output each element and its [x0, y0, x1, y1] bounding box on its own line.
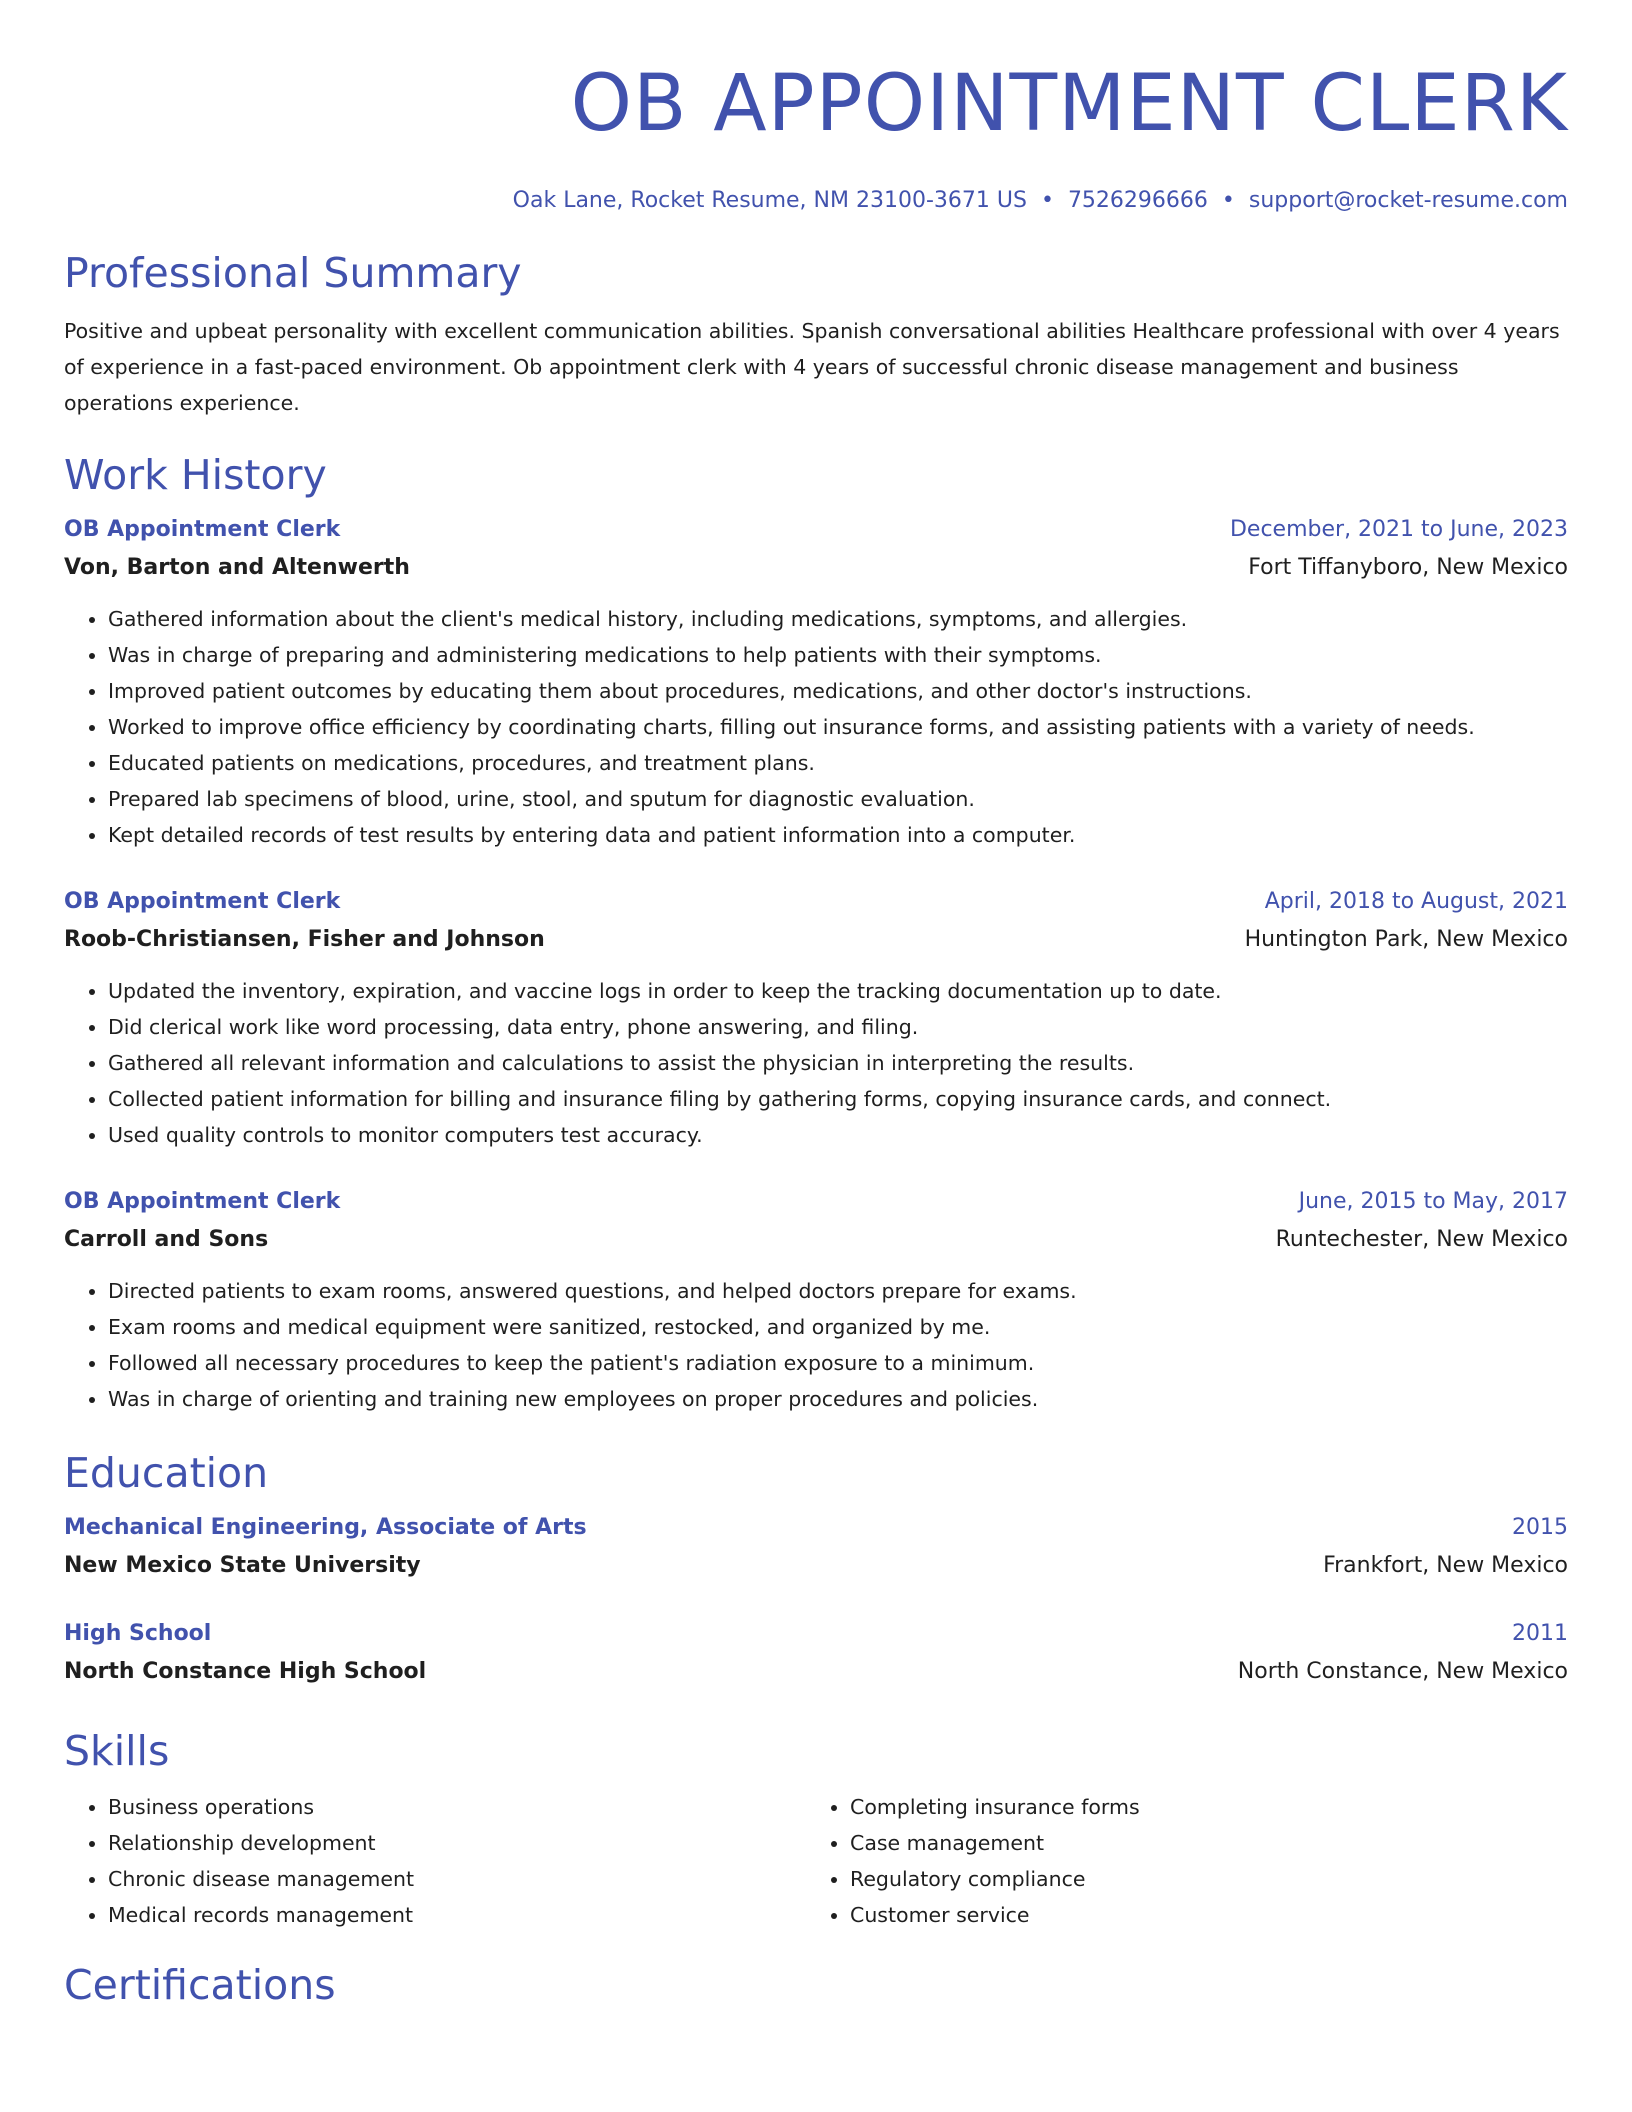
company-name: Carroll and Sons	[64, 1227, 269, 1252]
job-location: Runtechester, New Mexico	[1275, 1227, 1568, 1252]
skill-item: • Relationship development	[108, 1825, 806, 1861]
section-heading-work: Work History	[64, 451, 327, 499]
job-location: Huntington Park, New Mexico	[1244, 927, 1568, 952]
skill-item: • Medical records management	[108, 1897, 806, 1933]
job-entry	[64, 883, 1568, 1153]
skills-column-left	[64, 1789, 806, 1933]
skill-item: • Business operations	[108, 1789, 806, 1825]
skill-item: • Case management	[850, 1825, 1548, 1861]
graduation-year: 2011	[1512, 1621, 1568, 1646]
bullet-item: • Did clerical work like word processing, data entry, phone answering, and filing.	[108, 1009, 1568, 1045]
job-title: OB Appointment Clerk	[64, 517, 341, 542]
bullet-item: • Worked to improve office efficiency by coordinating charts, filling out insurance forms, and assisting patients with a variety of needs.	[108, 709, 1568, 745]
bullet-item: • Kept detailed records of test results by entering data and patient information into a computer.	[108, 817, 1568, 853]
skill-item: • Regulatory compliance	[850, 1861, 1548, 1897]
school-location: North Constance, New Mexico	[1237, 1659, 1568, 1684]
education-entry	[64, 1615, 1568, 1691]
bullet-item: • Was in charge of preparing and administering medications to help patients with their symptoms.	[108, 637, 1568, 673]
bullet-item: • Collected patient information for billing and insurance filing by gathering forms, copying insurance cards, and connect.	[108, 1081, 1568, 1117]
school-name: North Constance High School	[64, 1659, 427, 1684]
skills-list	[64, 1789, 1568, 1933]
job-entry	[64, 511, 1568, 853]
bullet-item: • Exam rooms and medical equipment were sanitized, restocked, and organized by me.	[108, 1309, 1568, 1345]
bullet-item: • Followed all necessary procedures to keep the patient's radiation exposure to a minimum.	[108, 1345, 1568, 1381]
job-entry	[64, 1183, 1568, 1417]
skills-section	[64, 1725, 1568, 1933]
candidate-title: OB APPOINTMENT CLERK	[570, 59, 1568, 149]
school-name: New Mexico State University	[64, 1553, 421, 1578]
job-dates: December, 2021 to June, 2023	[1229, 517, 1568, 542]
job-bullets	[64, 601, 1568, 853]
certifications-section	[64, 1959, 1568, 2011]
summary-section	[64, 247, 1568, 421]
skill-item: • Completing insurance forms	[850, 1789, 1548, 1825]
bullet-item: • Gathered all relevant information and calculations to assist the physician in interpreting the results.	[108, 1045, 1568, 1081]
skill-item: • Chronic disease management	[108, 1861, 806, 1897]
email-link[interactable]: support@rocket-resume.com	[1248, 188, 1568, 213]
bullet-item: • Used quality controls to monitor computers test accuracy.	[108, 1117, 1568, 1153]
phone: 7526296666	[1067, 188, 1208, 213]
education-section	[64, 1447, 1568, 1691]
bullet-item: • Improved patient outcomes by educating them about procedures, medications, and other doctor's instructions.	[108, 673, 1568, 709]
section-heading-certifications: Certifications	[64, 1961, 336, 2009]
separator-dot: •	[1221, 188, 1235, 213]
company-name: Roob-Christiansen, Fisher and Johnson	[64, 927, 545, 952]
bullet-item: • Directed patients to exam rooms, answered questions, and helped doctors prepare for exams.	[108, 1273, 1568, 1309]
section-heading-education: Education	[64, 1449, 269, 1497]
contact-line	[64, 188, 1568, 213]
bullet-item: • Prepared lab specimens of blood, urine, stool, and sputum for diagnostic evaluation.	[108, 781, 1568, 817]
job-bullets	[64, 1273, 1568, 1417]
section-heading-summary: Professional Summary	[64, 249, 522, 297]
section-heading-skills: Skills	[64, 1727, 170, 1775]
work-history-section	[64, 449, 1568, 1417]
skill-item: • Customer service	[850, 1897, 1548, 1933]
address: Oak Lane, Rocket Resume, NM 23100-3671 US	[512, 188, 1027, 213]
job-bullets	[64, 973, 1568, 1153]
job-title: OB Appointment Clerk	[64, 1189, 341, 1214]
bullet-item: • Was in charge of orienting and training new employees on proper procedures and policies.	[108, 1381, 1568, 1417]
company-name: Von, Barton and Altenwerth	[64, 555, 410, 580]
graduation-year: 2015	[1512, 1515, 1568, 1540]
skills-column-right	[806, 1789, 1548, 1933]
resume-header	[64, 0, 1568, 213]
bullet-item: • Gathered information about the client's medical history, including medications, symptoms, and allergies.	[108, 601, 1568, 637]
bullet-item: • Updated the inventory, expiration, and vaccine logs in order to keep the tracking documentation up to date.	[108, 973, 1568, 1009]
summary-text: Positive and upbeat personality with excellent communication abilities. Spanish conversational abilities Healthcare professional with over 4 years of experience in a fast-paced environment. Ob appointment clerk with 4 years of successful chronic disease management and business operations experience.	[64, 319, 1560, 415]
job-title: OB Appointment Clerk	[64, 889, 341, 914]
job-location: Fort Tiffanyboro, New Mexico	[1248, 555, 1568, 580]
job-dates: April, 2018 to August, 2021	[1264, 889, 1568, 914]
school-location: Frankfort, New Mexico	[1323, 1553, 1568, 1578]
job-dates: June, 2015 to May, 2017	[1298, 1189, 1568, 1214]
degree: Mechanical Engineering, Associate of Arts	[64, 1515, 587, 1540]
education-entry	[64, 1509, 1568, 1585]
bullet-item: • Educated patients on medications, procedures, and treatment plans.	[108, 745, 1568, 781]
degree: High School	[64, 1621, 212, 1646]
separator-dot: •	[1040, 188, 1054, 213]
